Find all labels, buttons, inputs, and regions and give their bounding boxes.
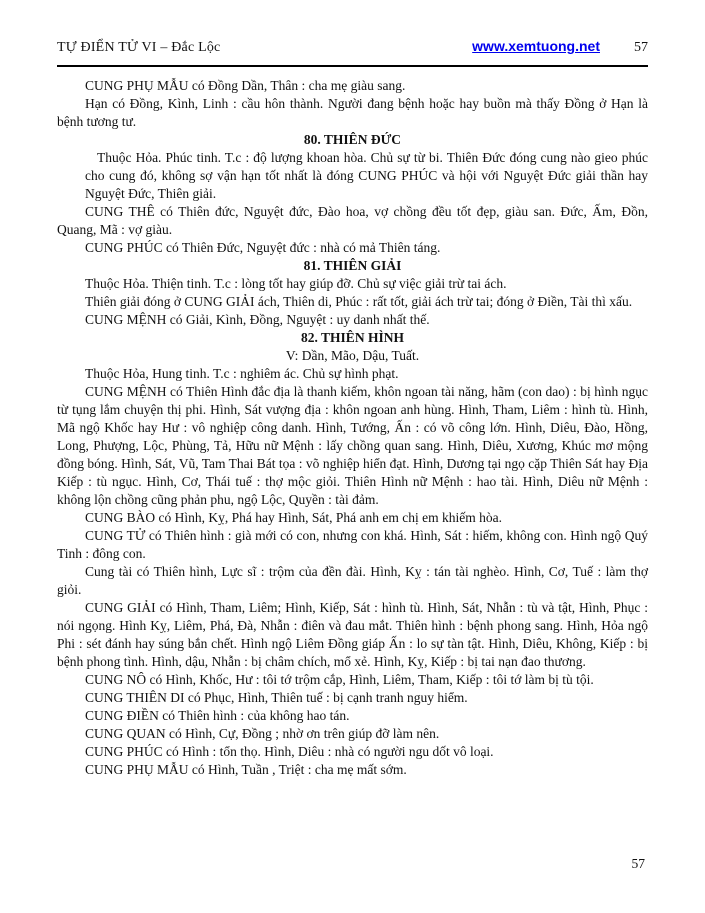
paragraph: Thuộc Hỏa. Thiện tinh. T.c : lòng tốt hay giúp đỡ. Chủ sự việc giải trừ tai ách. [85,276,507,291]
paragraph: CUNG MỆNH có Giải, Kình, Đồng, Nguyệt : uy danh nhất thế. [85,312,430,327]
page-header [57,38,648,56]
header-page-number: 57 [634,40,648,55]
paragraph: Hạn có Đồng, Kình, Linh : cầu hôn thành. Người đang bệnh hoặc hay buồn mà thấy Đồng ở Hạn là bệnh tương tư. [57,96,648,129]
website-link[interactable]: www.xemtuong.net [472,38,600,54]
paragraph: CUNG PHÚC có Hình : tổn thọ. Hình, Diêu : nhà có người ngu dốt vô loại. [85,744,494,759]
paragraph: CUNG PHÚC có Thiên Đức, Nguyệt đức : nhà có mả Thiên táng. [85,240,441,255]
paragraph: CUNG NÔ có Hình, Khốc, Hư : tôi tớ trộm cắp, Hình, Liêm, Tham, Kiếp : tôi tớ làm bị tù tội. [85,672,594,687]
section-subheading: V: Dần, Mão, Dậu, Tuất. [285,348,420,363]
paragraph: CUNG PHỤ MẪU có Hình, Tuần , Triệt : cha mẹ mất sớm. [85,762,407,777]
paragraph: CUNG GIẢI có Hình, Tham, Liêm; Hình, Kiếp, Sát : hình tù. Hình, Sát, Nhẫn : tù và tật, Hình, Phục : nói ngọng. Hình Kỵ, Liêm, Phá, Đà, Nhẫn : điên và đau mắt. Thiên hình : bệnh phong sang. Hình, Hỏa ngộ Phi : sét đánh hay súng bắn chết. Hình ngộ Liêm Đồng giáp Ấn : lo sự tàn tật. Hình, Diêu, Không, Kiếp : bị bệnh phong tình. Hình, dậu, Nhẫn : bị châm chích, mổ xẻ. Hình, Kỵ, Kiếp : bị tai nạn đao thương. [57,600,648,669]
paragraph: CUNG ĐIỀN có Thiên hình : của không hao tán. [85,708,350,723]
paragraph: Thuộc Hỏa. Phúc tinh. T.c : độ lượng khoan hòa. Chủ sự từ bi. Thiên Đức đóng cung nào gieo phúc cho cung đó, không sợ vận hạn tốt nhất là đóng CUNG PHÚC và hội với Nguyệt Đức giải thần hay Nguyệt Đức, Thiên giải. [85,150,648,201]
paragraph: CUNG PHỤ MẪU có Đồng Dần, Thân : cha mẹ giàu sang. [85,78,406,93]
header-right-group [472,38,648,56]
paragraph: Thiên giải đóng ở CUNG GIẢI ách, Thiên di, Phúc : rất tốt, giải ách trừ tai; đóng ở Điền, Tài thì xấu. [85,294,633,309]
document-body [57,77,648,779]
paragraph: CUNG TỬ có Thiên hình : già mới có con, nhưng con khá. Hình, Sát : hiếm, không con. Hình ngộ Quý Tinh : đông con. [57,528,648,561]
section-heading: 80. THIÊN ĐỨC [303,132,402,147]
document-page [57,38,648,779]
paragraph: CUNG THÊ có Thiên đức, Nguyệt đức, Đào hoa, vợ chồng đều tốt đẹp, giàu san. Đức, Ấm, Đồn, Quang, Mã : vợ giàu. [57,204,648,237]
footer-page-number: 57 [631,856,645,871]
paragraph: CUNG MỆNH có Thiên Hình đắc địa là thanh kiếm, khôn ngoan tài năng, hãm (con dao) : bị hình ngục từ tụng lắm chuyện thị phi. Hình, Sát vượng địa : khôn ngoan anh hùng. Hình, Tham, Liêm : hình tù. Hình, Mã ngộ Khốc hay Hư : vô nghiệp công danh. Hình, Tướng, Ấn : có võ công lớn. Hình, Diêu, Đào, Hồng, Long, Phượng, Lộc, Phùng, Tả, Hữu nữ Mệnh : lấy chồng quan sang. Hình, Diêu, Xương, Khúc mơ mộng đồng bóng. Hình, Sát, Vũ, Tam Thai Bát tọa : võ nghiệp hiển đạt. Hình, Dương tại ngọ cặp Thiên Sát hay Địa Kiếp : tù ngục. Hình, Cơ, Thái tuế : thợ mộc giỏi. Thiên Hình nữ Mệnh : hao tài. Hình, Diêu nữ Mệnh : không lộn chồng cũng phản phu, ngộ Lộc, Quyền : tài đảm. [57,384,648,507]
paragraph: Thuộc Hỏa, Hung tinh. T.c : nghiêm ác. Chủ sự hình phạt. [85,366,399,381]
section-heading: 81. THIÊN GIẢI [303,258,402,273]
paragraph: CUNG QUAN có Hình, Cự, Đồng ; nhờ ơn trên giúp đỡ làm nên. [85,726,440,741]
paragraph: CUNG BÀO có Hình, Kỵ, Phá hay Hình, Sát, Phá anh em chị em khiếm hòa. [85,510,502,525]
page-footer [632,856,646,872]
book-title: TỰ ĐIỂN TỬ VI – Đắc Lộc [57,40,221,55]
header-divider [57,65,648,67]
paragraph: Cung tài có Thiên hình, Lực sĩ : trộm của đền đài. Hình, Kỵ : tán tài nghèo. Hình, Cơ, Tuế : làm thợ giỏi. [57,564,648,597]
paragraph: CUNG THIÊN DI có Phục, Hình, Thiên tuế : bị cạnh tranh nguy hiểm. [85,690,468,705]
section-heading: 82. THIÊN HÌNH [301,330,404,345]
